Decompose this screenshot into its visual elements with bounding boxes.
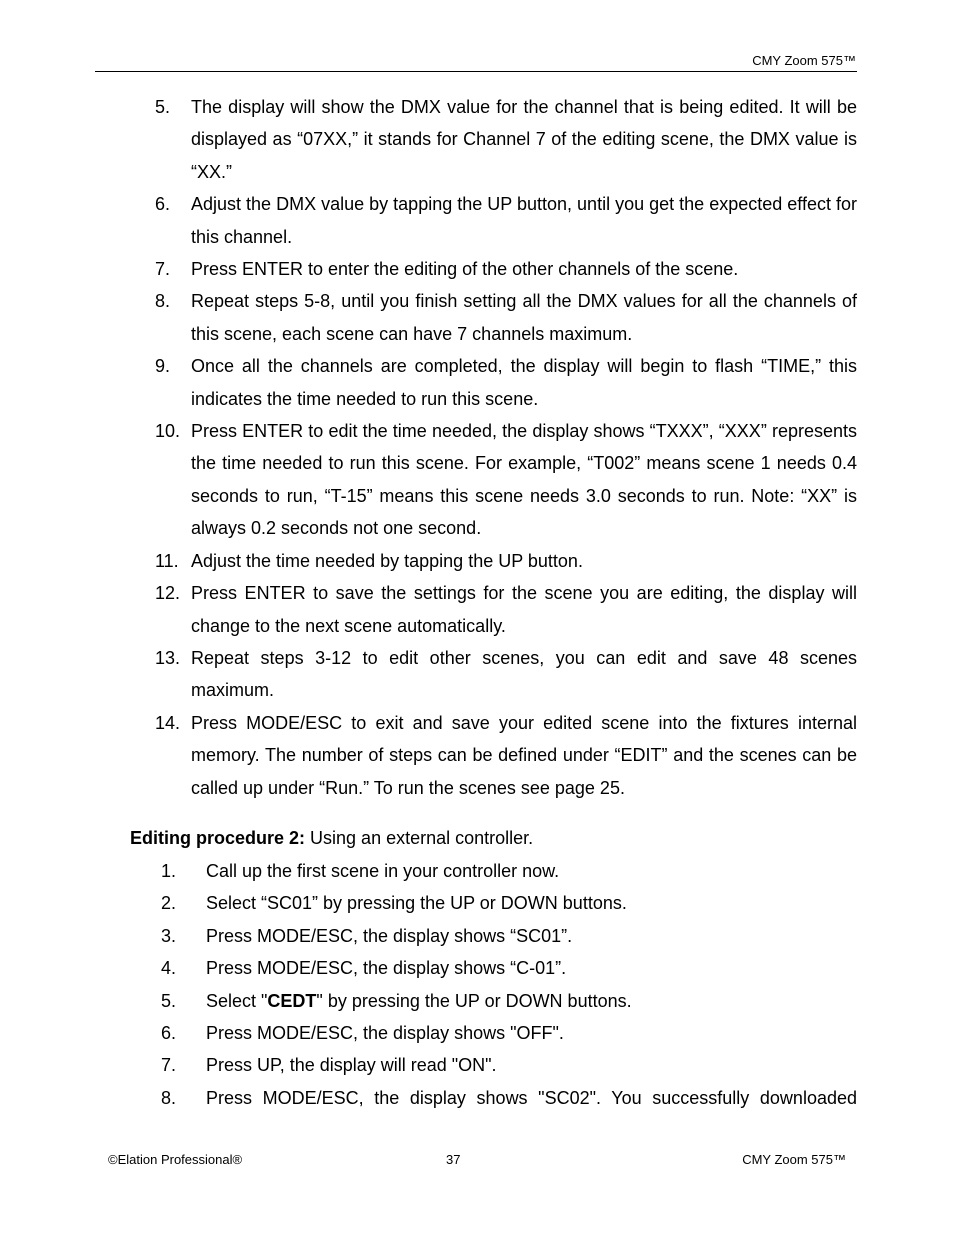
header-divider [95, 71, 857, 72]
list-item [155, 253, 857, 285]
step-text: Adjust the DMX value by tapping the UP button, until you get the expected effect for this channel. [191, 194, 857, 247]
list-item [161, 985, 857, 1017]
list-item [155, 707, 857, 804]
step-number: 5. [155, 97, 171, 117]
step-number: 7. [155, 259, 171, 280]
list-item [155, 91, 857, 188]
step-number: 2. [161, 893, 177, 914]
step-text: Once all the channels are completed, the display will begin to flash “TIME,” this indicates the time needed to run this scene. [191, 356, 857, 409]
step-text: Press MODE/ESC, the display shows "SC02". You successfully downloaded [206, 1087, 857, 1108]
step-number: 11. [155, 550, 179, 571]
step-number: 7. [161, 1055, 177, 1076]
list-item [161, 1017, 857, 1049]
step-text: Press MODE/ESC, the display shows “SC01”. [206, 925, 573, 946]
list-item [155, 285, 857, 350]
header-title: CMY Zoom 575™ [752, 53, 856, 68]
step-number: 4. [161, 958, 177, 979]
step-text: Adjust the time needed by tapping the UP button. [191, 550, 583, 571]
footer-copyright: ©Elation Professional® [108, 1152, 243, 1167]
step-number: 5. [161, 990, 177, 1011]
steps-list-part1 [155, 91, 857, 804]
list-item [155, 350, 857, 415]
list-item [155, 577, 857, 642]
step-text: Press MODE/ESC, the display shows "OFF". [206, 1023, 564, 1044]
step-number: 14. [155, 712, 181, 733]
section-heading-bold: Editing procedure 2: [130, 828, 306, 848]
step-text: Press UP, the display will read "ON". [206, 1055, 497, 1076]
step-text: Press ENTER to edit the time needed, the display shows “TXXX”, “XXX” represents the time needed to run this scene. For example, “T002” means scene 1 needs 0.4 seconds to run, “T-15” means this scene needs 3.0 seconds to run. Note: “XX” is always 0.2 seconds not one second. [191, 421, 857, 539]
step-number: 6. [161, 1023, 177, 1044]
step-number: 10. [155, 421, 181, 442]
list-item [161, 1082, 857, 1114]
list-item [155, 642, 857, 707]
step-text-before: Select " [206, 990, 268, 1011]
list-item [161, 920, 857, 952]
step-text: Repeat steps 3-12 to edit other scenes, you can edit and save 48 scenes maximum. [191, 647, 857, 701]
step-text: Repeat steps 5-8, until you finish setting all the DMX values for all the channels of this scene, each scene can have 7 channels maximum. [191, 291, 857, 344]
list-item [155, 188, 857, 253]
step-text [206, 985, 857, 1017]
list-item [161, 855, 857, 887]
footer-page-number: 37 [446, 1152, 461, 1167]
step-number: 13. [155, 647, 181, 668]
step-text-after: " by pressing the UP or DOWN buttons. [316, 990, 632, 1011]
step-number: 6. [155, 194, 171, 215]
list-item [155, 545, 857, 577]
steps-list-part2 [161, 855, 857, 1114]
footer-product: CMY Zoom 575™ [742, 1152, 846, 1167]
step-number: 8. [155, 291, 171, 312]
section-heading [130, 822, 533, 854]
step-text: Press ENTER to save the settings for the scene you are editing, the display will change to the next scene automatically. [191, 583, 857, 636]
step-text: Press ENTER to enter the editing of the other channels of the scene. [191, 259, 739, 280]
step-text: Call up the first scene in your controller now. [206, 861, 560, 881]
step-text: Select “SC01” by pressing the UP or DOWN buttons. [206, 893, 627, 914]
step-number: 3. [161, 925, 177, 946]
step-number: 8. [161, 1087, 177, 1108]
list-item [161, 887, 857, 919]
section-heading-rest: Using an external controller. [305, 828, 534, 848]
step-text: Press MODE/ESC, the display shows “C-01”. [206, 958, 567, 979]
list-item [161, 952, 857, 984]
list-item [155, 415, 857, 545]
step-number: 1. [161, 861, 177, 881]
step-text: Press MODE/ESC to exit and save your edited scene into the fixtures internal memory. The number of steps can be defined under “EDIT” and the scenes can be called up under “Run.” To run the scenes see page 25. [191, 712, 857, 798]
step-text: The display will show the DMX value for the channel that is being edited. It will be displayed as “07XX,” it stands for Channel 7 of the editing scene, the DMX value is “XX.” [191, 97, 857, 182]
step-number: 12. [155, 583, 181, 604]
step-number: 9. [155, 356, 171, 377]
step-text-bold: CEDT [267, 990, 317, 1011]
list-item [161, 1049, 857, 1081]
